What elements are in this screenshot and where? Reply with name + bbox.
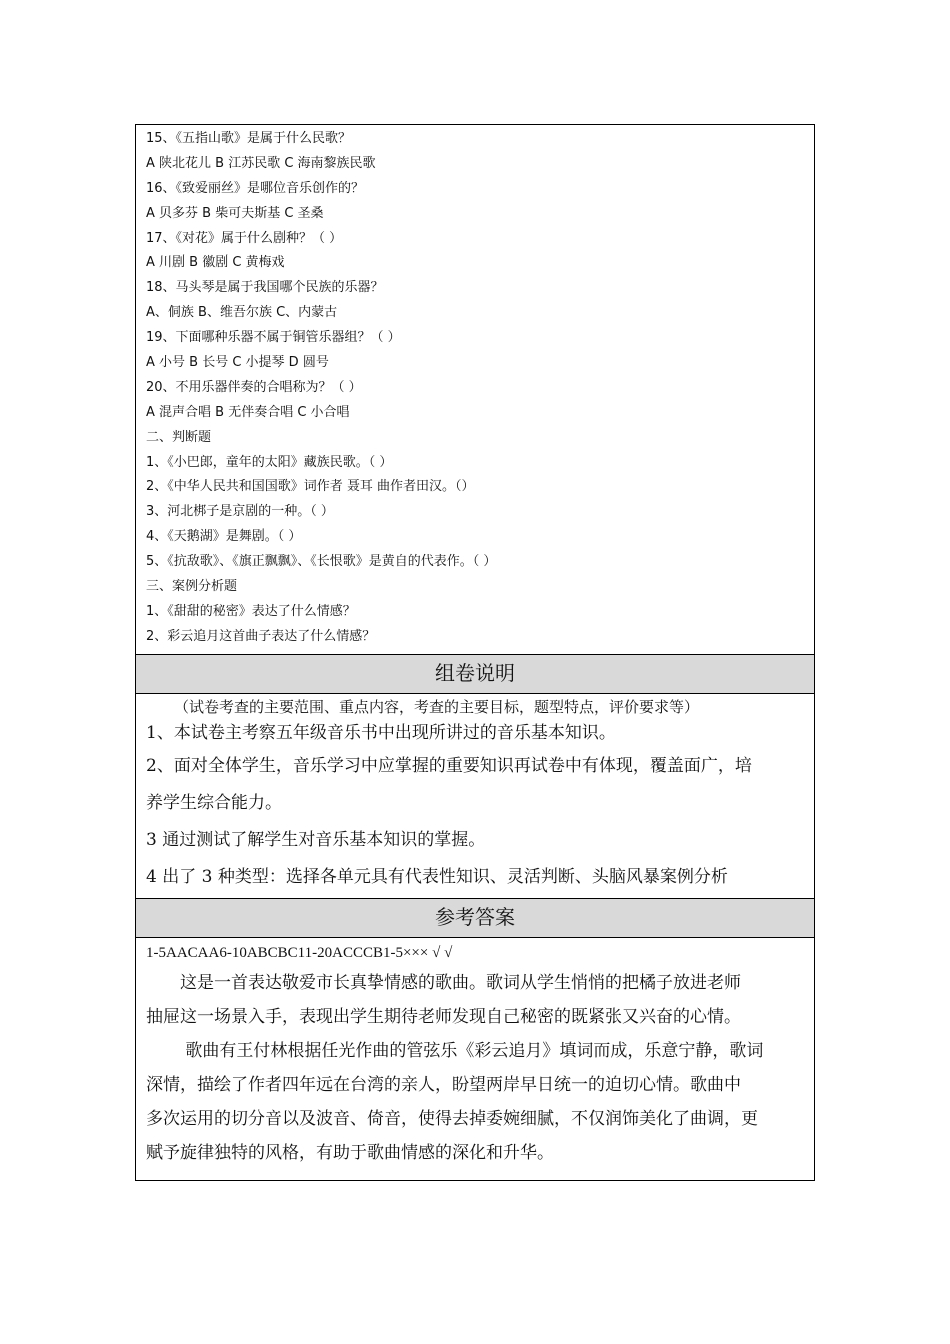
composition-line: 1、本试卷主考察五年级音乐书中出现所讲过的音乐基本知识。	[146, 722, 616, 743]
question-line: 17、《对花》属于什么剧种？（ ）	[146, 230, 343, 246]
question-line: A 小号 B 长号 C 小提琴 D 圆号	[146, 355, 329, 371]
answer-line: 这是一首表达敬爱市长真挚情感的歌曲。歌词从学生悄悄的把橘子放进老师	[146, 972, 741, 993]
section-heading: 二、判断题	[146, 429, 212, 445]
answer-line: 赋予旋律独特的风格，有助于歌曲情感的深化和升华。	[146, 1142, 554, 1163]
question-line: A 川剧 B 徽剧 C 黄梅戏	[146, 255, 285, 271]
answer-line: 抽屉这一场景入手，表现出学生期待老师发现自己秘密的既紧张又兴奋的心情。	[146, 1006, 741, 1027]
question-line: 19、下面哪种乐器不属于铜管乐器组？（ ）	[146, 330, 401, 346]
exam-sheet-table	[135, 124, 815, 1181]
question-line: 20、不用乐器伴奏的合唱称为？（ ）	[146, 379, 362, 395]
composition-line: 养学生综合能力。	[146, 792, 282, 813]
answer-line: 歌曲有王付林根据任光作曲的管弦乐《彩云追月》填词而成，乐意宁静，歌词	[146, 1040, 764, 1061]
composition-line: 4 出了 3 种类型：选择各单元具有代表性知识、灵活判断、头脑风暴案例分析	[146, 866, 728, 887]
answer-line: 深情，描绘了作者四年远在台湾的亲人，盼望两岸早日统一的迫切心情。歌曲中	[146, 1074, 741, 1095]
question-line: 1、《甜甜的秘密》表达了什么情感？	[146, 603, 356, 619]
section-heading: 三、案例分析题	[146, 579, 238, 595]
composition-body	[136, 694, 814, 898]
question-line: A 陕北花儿 B 江苏民歌 C 海南黎族民歌	[146, 155, 376, 171]
composition-line: 2、面对全体学生，音乐学习中应掌握的重要知识再试卷中有体现，覆盖面广，培	[146, 755, 752, 776]
composition-line: 3 通过测试了解学生对音乐基本知识的掌握。	[146, 829, 486, 850]
question-line: 4、《天鹅湖》是舞剧。（ ）	[146, 529, 302, 545]
question-list	[136, 125, 814, 654]
question-line: 18、马头琴是属于我国哪个民族的乐器？	[146, 280, 384, 296]
question-line: A 贝多芬 B 柴可夫斯基 C 圣桑	[146, 205, 324, 221]
question-line: 3、河北梆子是京剧的一种。（ ）	[146, 504, 334, 520]
question-line: A、侗族 B、维吾尔族 C、内蒙古	[146, 305, 338, 321]
answer-key: 1-5AACAA6-10ABCBC11-20ACCCB1-5××× √ √	[146, 944, 453, 961]
composition-header: 组卷说明	[136, 654, 814, 694]
answers-body	[136, 938, 814, 1180]
question-line: 2、彩云追月这首曲子表达了什么情感？	[146, 628, 376, 644]
question-line: 16、《致爱丽丝》是哪位音乐创作的？	[146, 180, 365, 196]
question-line: 2、《中华人民共和国国歌》词作者 聂耳 曲作者田汉。（）	[146, 479, 475, 495]
question-line: 1、《小巴郎，童年的太阳》藏族民歌。（ ）	[146, 454, 393, 470]
answer-line: 多次运用的切分音以及波音、倚音，使得去掉委婉细腻，不仅润饰美化了曲调，更	[146, 1108, 758, 1129]
answers-header: 参考答案	[136, 898, 814, 938]
question-line: A 混声合唱 B 无伴奏合唱 C 小合唱	[146, 404, 350, 420]
question-line: 15、《五指山歌》是属于什么民歌？	[146, 131, 352, 146]
question-line: 5、《抗敌歌》、《旗正飘飘》、《长恨歌》是黄自的代表作。（ ）	[146, 554, 497, 570]
composition-note: （试卷考查的主要范围、重点内容，考查的主要目标，题型特点，评价要求等）	[174, 697, 700, 716]
